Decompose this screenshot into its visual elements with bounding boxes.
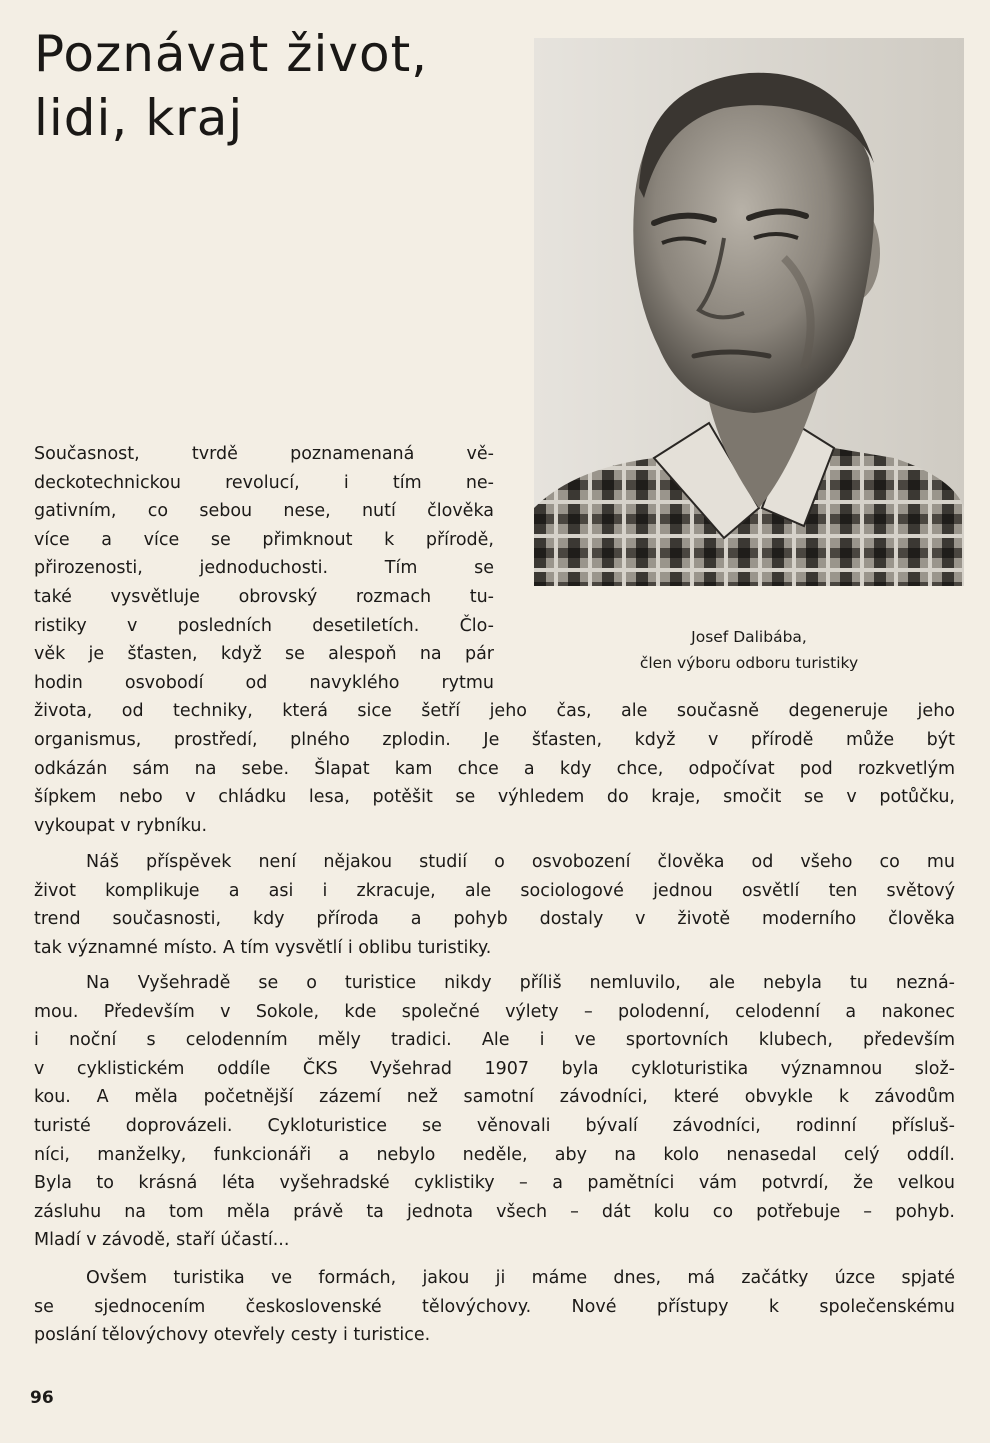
text-line: hodin osvobodí od navyklého rytmu bbox=[34, 672, 494, 693]
text-line: Na Vyšehradě se o turistice nikdy příliš nemluvilo, ale nebyla tu nezná- bbox=[86, 973, 955, 993]
page-number: 96 bbox=[30, 1388, 54, 1408]
text-line: ristiky v posledních desetiletích. Člo- bbox=[34, 615, 494, 636]
text-line: také vysvětluje obrovský rozmach tu- bbox=[34, 586, 494, 607]
text-line: gativním, co sebou nese, nutí člověka bbox=[34, 501, 494, 522]
text-line: Mladí v závodě, staří účastí... bbox=[34, 1230, 290, 1251]
text-line: kou. A měla početnější zázemí než samotní závodníci, které obvykle k závodům bbox=[34, 1087, 955, 1108]
text-line: Byla to krásná léta vyšehradské cyklistiky – a pamětníci vám potvrdí, že velkou bbox=[34, 1173, 955, 1194]
text-line: šípkem nebo v chládku lesa, potěšit se výhledem do kraje, smočit se v potůčku, bbox=[34, 787, 955, 808]
text-line: Náš příspěvek není nějakou studií o osvobození člověka od všeho co mu bbox=[86, 852, 955, 872]
photo-caption bbox=[534, 624, 964, 676]
text-line: přirozenosti, jednoduchosti. Tím se bbox=[34, 558, 494, 579]
caption-role: člen výboru odboru turistiky bbox=[639, 654, 859, 672]
text-line: život komplikuje a asi i zkracuje, ale sociologové jednou osvětlí ten světový bbox=[34, 880, 955, 901]
article-title-line-2: lidi, kraj bbox=[34, 89, 244, 147]
text-line: se sjednocením československé tělovýchovy. Nové přístupy k společenskému bbox=[34, 1296, 955, 1317]
text-line: turisté doprovázeli. Cykloturistice se věnovali bývalí závodníci, rodinní přísluš- bbox=[34, 1115, 955, 1136]
paragraph-second bbox=[34, 848, 955, 962]
text-line: v cyklistickém oddíle ČKS Vyšehrad 1907 byla cykloturistika významnou slož- bbox=[34, 1058, 955, 1079]
text-line: poslání tělovýchovy otevřely cesty i turistice. bbox=[34, 1325, 431, 1346]
text-line: trend současnosti, kdy příroda a pohyb dostaly v životě moderního člověka bbox=[34, 909, 955, 930]
article-title-line-1: Poznávat život, bbox=[34, 25, 429, 83]
text-line: odkázán sám na sebe. Šlapat kam chce a kdy chce, odpočívat pod rozkvetlým bbox=[34, 758, 955, 779]
paragraph-third bbox=[34, 969, 955, 1255]
text-line: více a více se přimknout k přírodě, bbox=[34, 529, 494, 550]
text-line: i noční s celodenním měly tradici. Ale i ve sportovních klubech, především bbox=[34, 1030, 955, 1051]
text-line: mou. Především v Sokole, kde společné výlety – polodenní, celodenní a nakonec bbox=[34, 1001, 955, 1022]
text-line: života, od techniky, která sice šetří jeho čas, ale současně degeneruje jeho bbox=[34, 701, 955, 722]
text-line: tak významné místo. A tím vysvětlí i oblibu turistiky. bbox=[34, 937, 492, 958]
text-line: deckotechnickou revolucí, i tím ne- bbox=[34, 472, 494, 493]
text-line: vykoupat v rybníku. bbox=[34, 815, 208, 836]
text-line: věk je šťasten, když se alespoň na pár bbox=[34, 644, 494, 665]
paragraph-fourth bbox=[34, 1264, 955, 1350]
caption-name: Josef Dalibába, bbox=[691, 628, 807, 646]
article-title bbox=[34, 22, 428, 150]
text-line: zásluhu na tom měla právě ta jednota všech – dát kolu co potřebuje – pohyb. bbox=[34, 1201, 955, 1222]
portrait-photo bbox=[534, 38, 964, 586]
text-line: Současnost, tvrdě poznamenaná vě- bbox=[34, 444, 494, 464]
text-line: Ovšem turistika ve formách, jakou ji máme dnes, má začátky úzce spjaté bbox=[86, 1268, 955, 1288]
text-line: organismus, prostředí, plného zplodin. Je šťasten, když v přírodě může být bbox=[34, 729, 955, 750]
text-line: níci, manželky, funkcionáři a nebylo neděle, aby na kolo nenasedal celý oddíl. bbox=[34, 1144, 955, 1165]
